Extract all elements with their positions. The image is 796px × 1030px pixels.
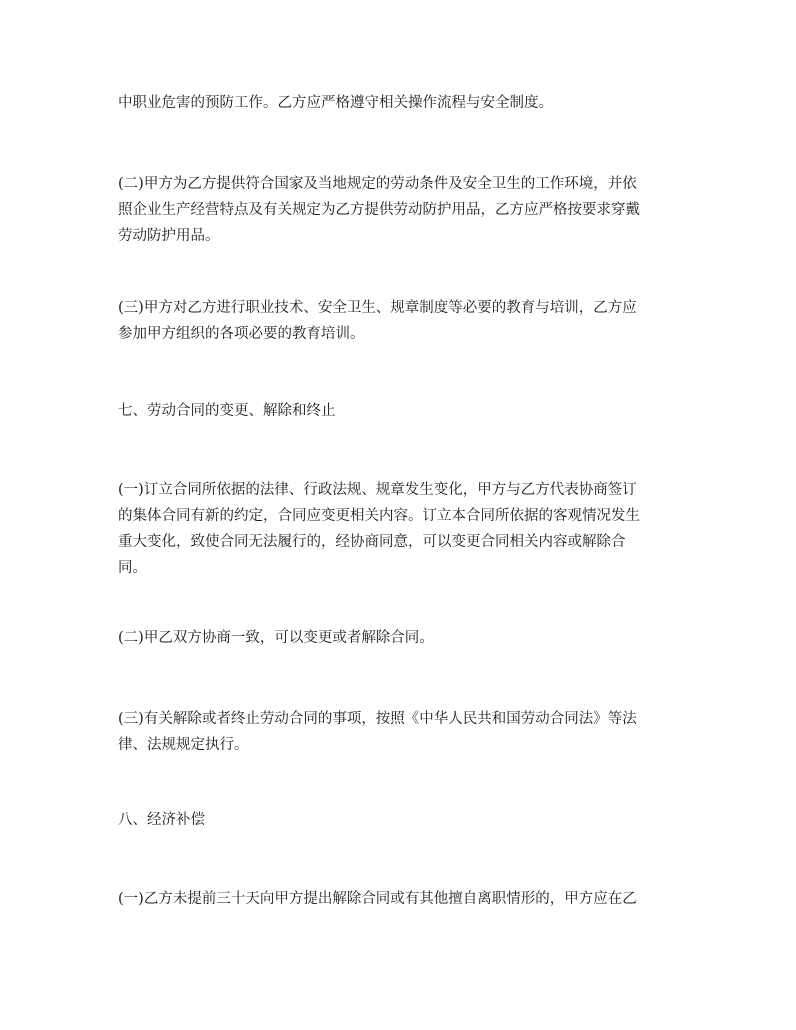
text-line: 律、法规规定执行。 bbox=[118, 737, 249, 753]
text-line: (三)有关解除或者终止劳动合同的事项，按照《中华人民共和国劳动合同法》等法 bbox=[118, 711, 637, 727]
section-heading-8 bbox=[118, 807, 205, 833]
text-line: (二)甲方为乙方提供符合国家及当地规定的劳动条件及安全卫生的工作环境，并依 bbox=[118, 176, 637, 192]
paragraph-clause-8-1 bbox=[118, 886, 684, 912]
paragraph-clause-7-3 bbox=[118, 706, 684, 758]
paragraph-clause-6-3 bbox=[118, 295, 684, 347]
text-line: 同。 bbox=[118, 560, 147, 576]
paragraph-clause-7-2 bbox=[118, 625, 684, 651]
heading-text: 七、劳动合同的变更、解除和终止 bbox=[118, 403, 336, 419]
text-line: (三)甲方对乙方进行职业技术、安全卫生、规章制度等必要的教育与培训，乙方应 bbox=[118, 300, 637, 316]
text-line: 劳动防护用品。 bbox=[118, 228, 220, 244]
section-heading-7 bbox=[118, 398, 336, 424]
text-line: (二)甲乙双方协商一致，可以变更或者解除合同。 bbox=[118, 630, 434, 646]
heading-text: 八、经济补偿 bbox=[118, 812, 205, 828]
text-line: 参加甲方组织的各项必要的教育培训。 bbox=[118, 326, 365, 342]
paragraph-clause-6-2 bbox=[118, 171, 684, 249]
text-line: (一)订立合同所依据的法律、行政法规、规章发生变化，甲方与乙方代表协商签订 bbox=[118, 482, 637, 498]
text-line: (一)乙方未提前三十天向甲方提出解除合同或有其他擅自离职情形的，甲方应在乙 bbox=[118, 891, 637, 907]
text-line: 中职业危害的预防工作。乙方应严格遵守相关操作流程与安全制度。 bbox=[118, 95, 553, 111]
text-line: 的集体合同有新的约定，合同应变更相关内容。订立本合同所依据的客观情况发生 bbox=[118, 508, 640, 524]
paragraph-occupational-hazard bbox=[118, 90, 684, 116]
text-line: 照企业生产经营特点及有关规定为乙方提供劳动防护用品，乙方应严格按要求穿戴 bbox=[118, 202, 640, 218]
text-line: 重大变化，致使合同无法履行的，经协商同意，可以变更合同相关内容或解除合 bbox=[118, 534, 626, 550]
paragraph-clause-7-1 bbox=[118, 477, 684, 581]
